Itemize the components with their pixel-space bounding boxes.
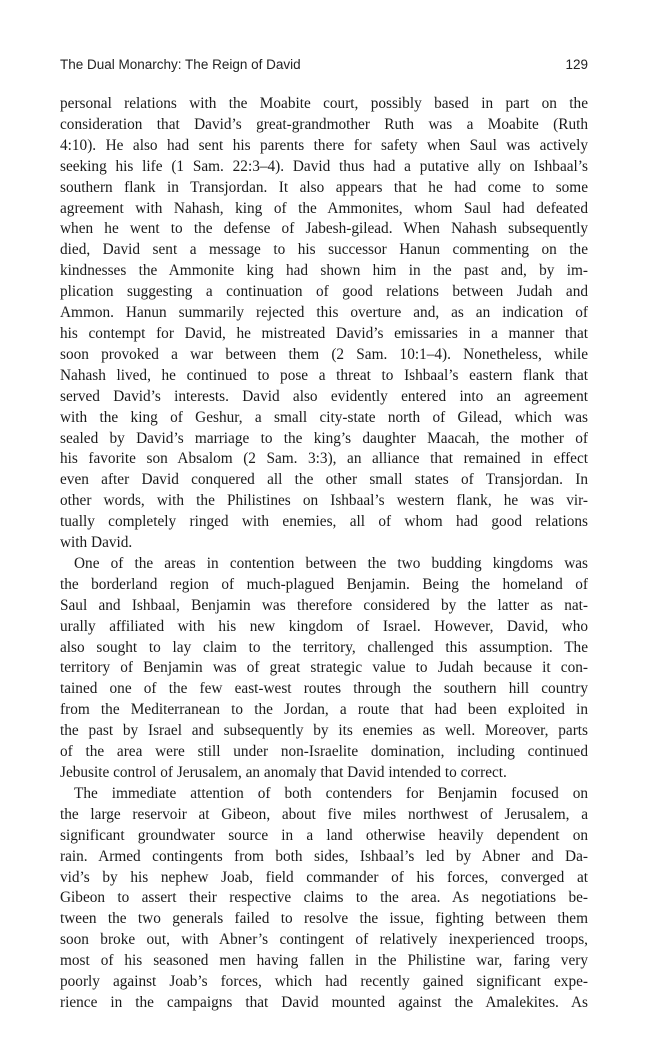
page-number: 129 xyxy=(565,57,588,72)
text-line: his favorite son Absalom (2 Sam. 3:3), an alliance that remained in effect xyxy=(60,450,588,468)
text-line: personal relations with the Moabite court, possibly based in part on the xyxy=(60,95,588,112)
text-line: died, David sent a message to his successor Hanun commenting on the xyxy=(60,241,588,259)
text-line: even after David conquered all the other small states of Transjordan. In xyxy=(60,471,588,489)
text-line: the large reservoir at Gibeon, about five miles northwest of Jerusalem, a xyxy=(60,805,588,823)
text-line: Gibeon to assert their respective claims to the area. As negotiations be- xyxy=(60,889,588,907)
text-line: of the area were still under non-Israelite domination, including continued xyxy=(60,743,588,761)
text-line: other words, with the Philistines on Ishbaal’s western flank, he was vir- xyxy=(60,492,588,510)
text-line: 4:10). He also had sent his parents there for safety when Saul was actively xyxy=(60,136,588,154)
text-line: Ammon. Hanun summarily rejected this overture and, as an indication of xyxy=(60,304,588,322)
text-line: soon provoked a war between them (2 Sam. 10:1–4). Nonetheless, while xyxy=(60,345,588,363)
text-line: consideration that David’s great-grandmother Ruth was a Moabite (Ruth xyxy=(60,115,588,133)
text-line: One of the areas in contention between the two budding kingdoms was xyxy=(74,554,588,572)
text-line: most of his seasoned men having fallen in the Philistine war, faring very xyxy=(60,952,588,970)
text-line: Saul and Ishbaal, Benjamin was therefore considered by the latter as nat- xyxy=(60,596,588,614)
running-title: The Dual Monarchy: The Reign of David xyxy=(60,57,301,72)
text-line: vid’s by his nephew Joab, field commander of his forces, converged at xyxy=(60,868,588,886)
text-line: kindnesses the Ammonite king had shown him in the past and, by im- xyxy=(60,262,588,280)
text-line: the past by Israel and subsequently by its enemies as well. Moreover, parts xyxy=(60,722,588,740)
text-line: with David. xyxy=(60,534,133,552)
text-line: poorly against Joab’s forces, which had recently gained significant expe- xyxy=(60,973,588,991)
text-line: tained one of the few east-west routes through the southern hill country xyxy=(60,680,588,698)
text-line: significant groundwater source in a land otherwise heavily dependent on xyxy=(60,826,588,844)
text-line: served David’s interests. David also evidently entered into an agreement xyxy=(60,387,588,405)
text-line: rience in the campaigns that David mounted against the Amalekites. As xyxy=(60,993,588,1011)
text-line: also sought to lay claim to the territory, challenged this assumption. The xyxy=(60,638,588,656)
text-line: agreement with Nahash, king of the Ammonites, whom Saul had defeated xyxy=(60,199,588,217)
running-head xyxy=(60,57,588,77)
text-line: Nahash lived, he continued to pose a threat to Ishbaal’s eastern flank that xyxy=(60,366,588,384)
text-line: territory of Benjamin was of great strategic value to Judah because it con- xyxy=(60,659,588,677)
text-line: seeking his life (1 Sam. 22:3–4). David thus had a putative ally on Ishbaal’s xyxy=(60,157,588,175)
text-line: The immediate attention of both contenders for Benjamin focused on xyxy=(74,784,588,802)
text-line: the borderland region of much-plagued Benjamin. Being the homeland of xyxy=(60,575,588,593)
text-line: rain. Armed contingents from both sides, Ishbaal’s led by Abner and Da- xyxy=(60,847,588,865)
text-line: tween the two generals failed to resolve the issue, fighting between them xyxy=(60,910,588,928)
text-line: southern flank in Transjordan. It also appears that he had come to some xyxy=(60,178,588,196)
text-line: tually completely ringed with enemies, all of whom had good relations xyxy=(60,513,588,531)
text-line: when he went to the defense of Jabesh-gilead. When Nahash subsequently xyxy=(60,220,588,238)
text-line: soon broke out, with Abner’s contingent of relatively inexperienced troops, xyxy=(60,931,588,949)
text-line: Jebusite control of Jerusalem, an anomaly that David intended to correct. xyxy=(60,764,507,781)
text-line: urally affiliated with his new kingdom of Israel. However, David, who xyxy=(60,617,588,635)
text-line: from the Mediterranean to the Jordan, a route that had been exploited in xyxy=(60,701,588,719)
text-line: plication suggesting a continuation of good relations between Judah and xyxy=(60,283,588,301)
text-line: with the king of Geshur, a small city-state north of Gilead, which was xyxy=(60,408,588,426)
text-line: his contempt for David, he mistreated David’s emissaries in a manner that xyxy=(60,324,588,342)
text-line: sealed by David’s marriage to the king’s daughter Maacah, the mother of xyxy=(60,429,588,447)
body-text xyxy=(60,94,588,1014)
